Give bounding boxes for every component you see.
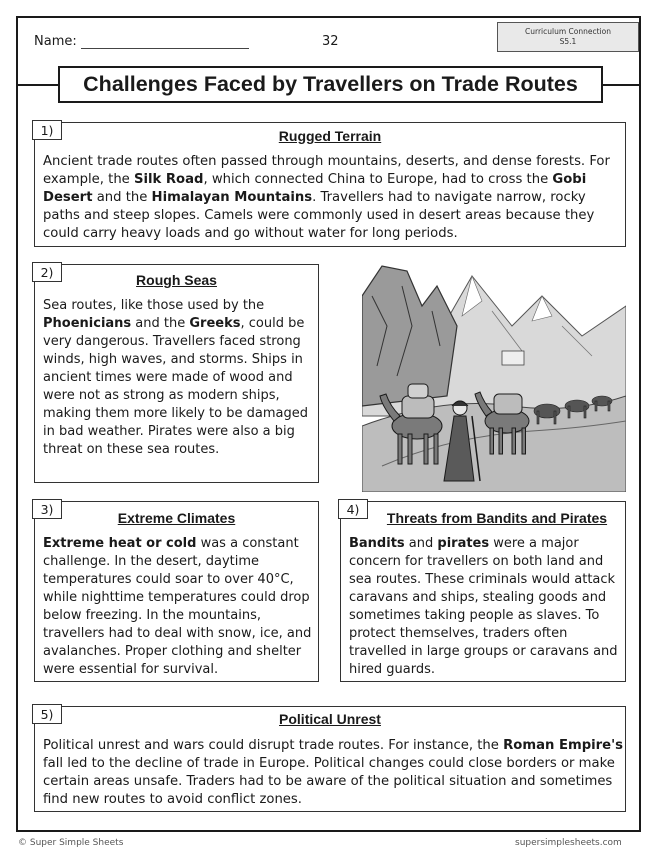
body-text: and the xyxy=(92,190,152,205)
bold-term: Silk Road xyxy=(133,172,204,187)
body-text: were a major concern for travellers on both land and sea routes. These criminals would attack caravans and ships, stealing goods and sometimes taking people as slaves. To protect themselves, traders often travelled in large groups or caravans and hired guards. xyxy=(349,536,618,677)
footer-copyright: © Super Simple Sheets xyxy=(18,838,124,848)
body-text: , could be very dangerous. Travellers faced strong winds, high waves, and storms. Ships in ancient times were made of wood and were not as strong as modern ships, making them more likely to be damaged in bad weather. Pirates were also a big threat on these sea routes. xyxy=(43,316,308,457)
section-body xyxy=(43,737,623,809)
bold-term: Himalayan Mountains xyxy=(151,190,313,205)
page-title-box xyxy=(58,66,603,103)
bold-term: Extreme heat or cold xyxy=(43,536,197,551)
section-number: 5) xyxy=(32,704,62,724)
name-field xyxy=(34,34,249,49)
name-label: Name: xyxy=(34,34,77,49)
section-heading: Political Unrest xyxy=(279,711,381,727)
section-heading: Rough Seas xyxy=(136,272,217,288)
body-text: fall led to the decline of trade in Europe. Political changes could close borders or make certain areas unsafe. Traders had to be aware of the political situation and sometimes find new routes to avoid conflict zones. xyxy=(43,756,615,807)
body-text: . Travellers had to navigate narrow, rocky paths and steep slopes. Camels were commonly used in desert areas because they could carry heavy loads and go without water for long periods. xyxy=(43,190,595,241)
camel-caravan-illustration xyxy=(362,256,626,492)
bold-term: pirates xyxy=(437,536,490,551)
body-text: and xyxy=(404,536,438,551)
section-number: 4) xyxy=(338,499,368,519)
bold-term: Greeks xyxy=(189,316,241,331)
body-text: Political unrest and wars could disrupt trade routes. For instance, the xyxy=(43,738,504,753)
curriculum-code: S5.1 xyxy=(559,37,577,46)
section-body xyxy=(43,297,315,459)
page-title: Challenges Faced by Travellers on Trade Routes xyxy=(83,72,578,96)
title-rule-right xyxy=(603,84,639,86)
body-text: and the xyxy=(131,316,190,331)
bold-term: Phoenicians xyxy=(43,316,132,331)
section-body xyxy=(349,535,623,679)
curriculum-title: Curriculum Connection xyxy=(525,27,611,36)
footer-website[interactable]: supersimplesheets.com xyxy=(515,838,622,848)
section-number: 2) xyxy=(32,262,62,282)
body-text: , which connected China to Europe, had to cross the xyxy=(203,172,553,187)
section-number: 1) xyxy=(32,120,62,140)
section-heading: Threats from Bandits and Pirates xyxy=(386,510,608,526)
section-number: 3) xyxy=(32,499,62,519)
curriculum-connection-box xyxy=(497,22,639,52)
body-text: Ancient trade routes often passed through mountains, deserts, and dense forests. For example, the xyxy=(43,154,610,187)
section-heading: Rugged Terrain xyxy=(278,128,382,144)
section-heading: Extreme Climates xyxy=(117,510,236,526)
name-line[interactable] xyxy=(81,36,249,49)
bold-term: Roman Empire's xyxy=(503,738,623,753)
bold-term: Gobi Desert xyxy=(43,172,587,205)
page-number: 32 xyxy=(322,34,339,49)
body-text: was a constant challenge. In the desert, daytime temperatures could soar to over 40°C, while nighttime temperatures could drop below freezing. In the mountains, travellers had to deal with snow, ice, and avalanches. Proper clothing and shelter were essential for survival. xyxy=(43,536,312,677)
section-body xyxy=(43,535,315,679)
bold-term: Bandits xyxy=(349,536,405,551)
section-body xyxy=(43,153,621,243)
title-rule-left xyxy=(18,84,58,86)
body-text: Sea routes, like those used by the xyxy=(43,298,265,313)
